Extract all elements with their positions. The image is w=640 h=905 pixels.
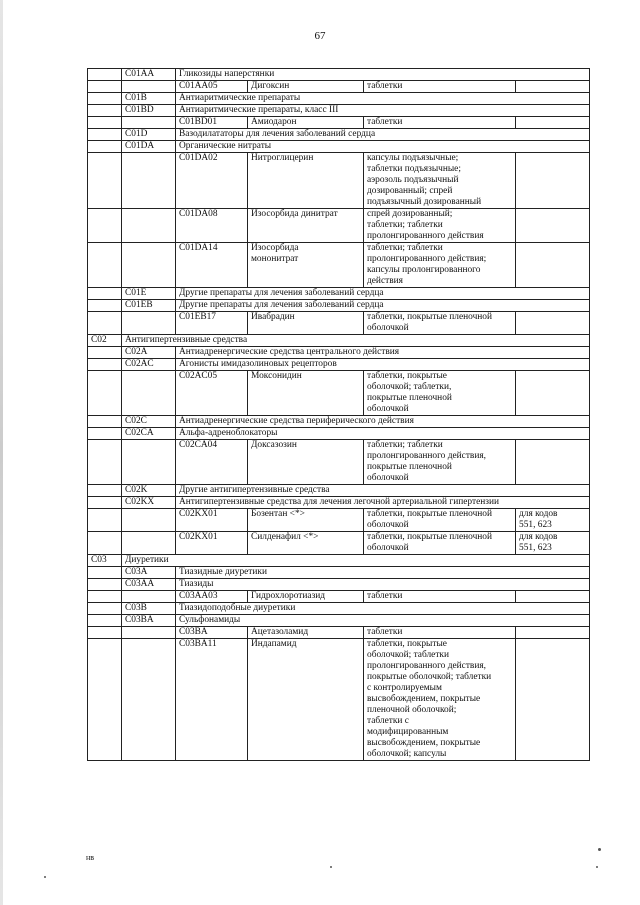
atc-code-level1 xyxy=(88,288,122,300)
drug-name: Индапамид xyxy=(248,639,364,761)
table-row xyxy=(88,579,590,591)
table-row xyxy=(88,485,590,497)
atc-code-level1 xyxy=(88,579,122,591)
atc-group-name: Сульфонамиды xyxy=(176,615,590,627)
dosage-form: таблетки, покрытые оболочкой; таблетки пролонгированного действия, покрытые оболочкой; таблетки с контролируемым высвобождением, покрытые пленочной оболочкой; таблетки с модифицированным высвобождением, покрытые оболочкой; капсулы xyxy=(364,639,516,761)
table-row xyxy=(88,639,590,761)
atc-group-name: Диуретики xyxy=(122,555,590,567)
scan-speck xyxy=(44,876,46,878)
drug-name: Доксазозин xyxy=(248,440,364,485)
medication-table-body xyxy=(88,69,590,761)
drug-name: Дигоксин xyxy=(248,81,364,93)
table-row xyxy=(88,335,590,347)
table-row xyxy=(88,129,590,141)
table-row xyxy=(88,497,590,509)
atc-code-level1 xyxy=(88,416,122,428)
atc-code-level2 xyxy=(122,440,176,485)
table-row xyxy=(88,416,590,428)
atc-group-name: Органические нитраты xyxy=(176,141,590,153)
dosage-form: таблетки; таблетки пролонгированного действия; капсулы пролонгированного действия xyxy=(364,243,516,288)
atc-code-level2: C02A xyxy=(122,347,176,359)
atc-code-level1 xyxy=(88,615,122,627)
dosage-form: таблетки xyxy=(364,81,516,93)
atc-code-level2: C02CA xyxy=(122,428,176,440)
atc-code: C03BA xyxy=(176,627,248,639)
atc-code: C02KX01 xyxy=(176,509,248,532)
atc-group-name: Гликозиды наперстянки xyxy=(176,69,590,81)
atc-code-level2: C02AC xyxy=(122,359,176,371)
table-row xyxy=(88,359,590,371)
atc-code-level1 xyxy=(88,371,122,416)
atc-code-level2 xyxy=(122,81,176,93)
atc-code-level1 xyxy=(88,509,122,532)
atc-code-level1 xyxy=(88,105,122,117)
page-binding-edge xyxy=(0,0,3,905)
atc-code-level1 xyxy=(88,300,122,312)
atc-code-level2 xyxy=(122,312,176,335)
table-row xyxy=(88,615,590,627)
dosage-form: капсулы подъязычные; таблетки подъязычные; аэрозоль подъязычный дозированный; спрей подъязычный дозированный xyxy=(364,153,516,209)
atc-code: C02AC05 xyxy=(176,371,248,416)
scan-speck xyxy=(330,866,332,868)
atc-code-level1 xyxy=(88,129,122,141)
atc-group-name: Антигипертензивные средства xyxy=(122,335,590,347)
atc-code-level2: C01DA xyxy=(122,141,176,153)
table-row xyxy=(88,141,590,153)
atc-code-level2: C01BD xyxy=(122,105,176,117)
atc-code-level2: C01E xyxy=(122,288,176,300)
atc-code-level1: C02 xyxy=(88,335,122,347)
atc-code: C01DA08 xyxy=(176,209,248,243)
atc-code-level2 xyxy=(122,639,176,761)
note xyxy=(516,639,590,761)
note xyxy=(516,627,590,639)
atc-code-level2 xyxy=(122,371,176,416)
drug-name: Гидрохлоротиазид xyxy=(248,591,364,603)
table-row xyxy=(88,428,590,440)
footer-mark: нв xyxy=(86,853,95,862)
table-row xyxy=(88,555,590,567)
medication-table xyxy=(87,68,590,761)
atc-code-level1 xyxy=(88,591,122,603)
table-row xyxy=(88,603,590,615)
atc-code-level2: C01EB xyxy=(122,300,176,312)
atc-group-name: Тиазидные диуретики xyxy=(176,567,590,579)
atc-code-level2 xyxy=(122,509,176,532)
atc-code-level2: C02C xyxy=(122,416,176,428)
table-row xyxy=(88,312,590,335)
atc-code-level2: C01AA xyxy=(122,69,176,81)
atc-group-name: Другие препараты для лечения заболеваний сердца xyxy=(176,300,590,312)
atc-group-name: Альфа-адреноблокаторы xyxy=(176,428,590,440)
table-row xyxy=(88,532,590,555)
note xyxy=(516,153,590,209)
dosage-form: таблетки, покрытые пленочной оболочкой xyxy=(364,509,516,532)
dosage-form: спрей дозированный; таблетки; таблетки пролонгированного действия xyxy=(364,209,516,243)
atc-group-name: Антиадренергические средства периферического действия xyxy=(176,416,590,428)
atc-code-level2: C03AA xyxy=(122,579,176,591)
atc-group-name: Агонисты имидазолиновых рецепторов xyxy=(176,359,590,371)
note xyxy=(516,371,590,416)
drug-name: Нитроглицерин xyxy=(248,153,364,209)
atc-group-name: Тиазидоподобные диуретики xyxy=(176,603,590,615)
atc-code-level2 xyxy=(122,627,176,639)
atc-code-level1 xyxy=(88,359,122,371)
atc-code-level2 xyxy=(122,117,176,129)
table-row xyxy=(88,440,590,485)
dosage-form: таблетки, покрытые оболочкой; таблетки, покрытые пленочной оболочкой xyxy=(364,371,516,416)
table-row xyxy=(88,509,590,532)
drug-name: Моксонидин xyxy=(248,371,364,416)
atc-group-name: Тиазиды xyxy=(176,579,590,591)
drug-name: Силденафил <*> xyxy=(248,532,364,555)
atc-code-level1 xyxy=(88,497,122,509)
atc-code-level1 xyxy=(88,603,122,615)
dosage-form: таблетки, покрытые пленочной оболочкой xyxy=(364,532,516,555)
atc-code-level2 xyxy=(122,532,176,555)
atc-code-level1 xyxy=(88,117,122,129)
atc-group-name: Антигипертензивные средства для лечения легочной артериальной гипертензии xyxy=(176,497,590,509)
atc-code-level2 xyxy=(122,209,176,243)
table-row xyxy=(88,93,590,105)
table-row xyxy=(88,371,590,416)
atc-code-level1 xyxy=(88,141,122,153)
scan-speck xyxy=(596,866,598,868)
atc-code-level2 xyxy=(122,153,176,209)
atc-code-level1 xyxy=(88,440,122,485)
table-row xyxy=(88,243,590,288)
atc-code: C01AA05 xyxy=(176,81,248,93)
atc-group-name: Другие антигипертензивные средства xyxy=(176,485,590,497)
dosage-form: таблетки; таблетки пролонгированного действия, покрытые пленочной оболочкой xyxy=(364,440,516,485)
table-row xyxy=(88,105,590,117)
atc-code-level1 xyxy=(88,639,122,761)
note xyxy=(516,591,590,603)
atc-code: C01BD01 xyxy=(176,117,248,129)
note xyxy=(516,209,590,243)
table-row xyxy=(88,69,590,81)
table-row xyxy=(88,591,590,603)
atc-code: C03AA03 xyxy=(176,591,248,603)
dosage-form: таблетки xyxy=(364,117,516,129)
atc-code-level2: C02K xyxy=(122,485,176,497)
note xyxy=(516,243,590,288)
table-row xyxy=(88,567,590,579)
table-row xyxy=(88,209,590,243)
table-row xyxy=(88,288,590,300)
atc-code-level1 xyxy=(88,312,122,335)
note xyxy=(516,81,590,93)
note xyxy=(516,117,590,129)
dosage-form: таблетки xyxy=(364,627,516,639)
note xyxy=(516,440,590,485)
atc-group-name: Антиаритмические препараты xyxy=(176,93,590,105)
table-row xyxy=(88,300,590,312)
atc-code-level1 xyxy=(88,81,122,93)
table-row xyxy=(88,627,590,639)
atc-code-level1 xyxy=(88,243,122,288)
atc-code-level2: C03BA xyxy=(122,615,176,627)
atc-code-level2 xyxy=(122,591,176,603)
atc-group-name: Антиадренергические средства центрального действия xyxy=(176,347,590,359)
atc-code: C01DA02 xyxy=(176,153,248,209)
atc-code-level1 xyxy=(88,567,122,579)
atc-code-level1: C03 xyxy=(88,555,122,567)
atc-group-name: Антиаритмические препараты, класс III xyxy=(176,105,590,117)
atc-group-name: Вазодилататоры для лечения заболеваний сердца xyxy=(176,129,590,141)
atc-code-level1 xyxy=(88,627,122,639)
atc-code-level1 xyxy=(88,485,122,497)
atc-code: C01EB17 xyxy=(176,312,248,335)
scan-speck xyxy=(598,848,601,851)
atc-code-level1 xyxy=(88,209,122,243)
atc-code-level2: C01D xyxy=(122,129,176,141)
dosage-form: таблетки xyxy=(364,591,516,603)
note xyxy=(516,312,590,335)
drug-name: Изосорбида мононитрат xyxy=(248,243,364,288)
table-row xyxy=(88,347,590,359)
atc-code-level1 xyxy=(88,428,122,440)
drug-name: Изосорбида динитрат xyxy=(248,209,364,243)
atc-code-level2 xyxy=(122,243,176,288)
atc-code: C02CA04 xyxy=(176,440,248,485)
note: для кодов 551, 623 xyxy=(516,509,590,532)
page-number: 67 xyxy=(314,30,326,42)
drug-name: Бозентан <*> xyxy=(248,509,364,532)
atc-code-level2: C03A xyxy=(122,567,176,579)
drug-name: Ивабрадин xyxy=(248,312,364,335)
atc-code-level1 xyxy=(88,532,122,555)
atc-code: C02KX01 xyxy=(176,532,248,555)
table-row xyxy=(88,117,590,129)
table-row xyxy=(88,153,590,209)
dosage-form: таблетки, покрытые пленочной оболочкой xyxy=(364,312,516,335)
atc-code-level1 xyxy=(88,93,122,105)
atc-code-level1 xyxy=(88,69,122,81)
table-row xyxy=(88,81,590,93)
atc-code: C01DA14 xyxy=(176,243,248,288)
drug-name: Амиодарон xyxy=(248,117,364,129)
atc-code-level2: C02KX xyxy=(122,497,176,509)
note: для кодов 551, 623 xyxy=(516,532,590,555)
atc-code-level1 xyxy=(88,153,122,209)
atc-code-level1 xyxy=(88,347,122,359)
drug-name: Ацетазоламид xyxy=(248,627,364,639)
atc-code-level2: C03B xyxy=(122,603,176,615)
atc-group-name: Другие препараты для лечения заболеваний сердца xyxy=(176,288,590,300)
atc-code-level2: C01B xyxy=(122,93,176,105)
atc-code: C03BA11 xyxy=(176,639,248,761)
